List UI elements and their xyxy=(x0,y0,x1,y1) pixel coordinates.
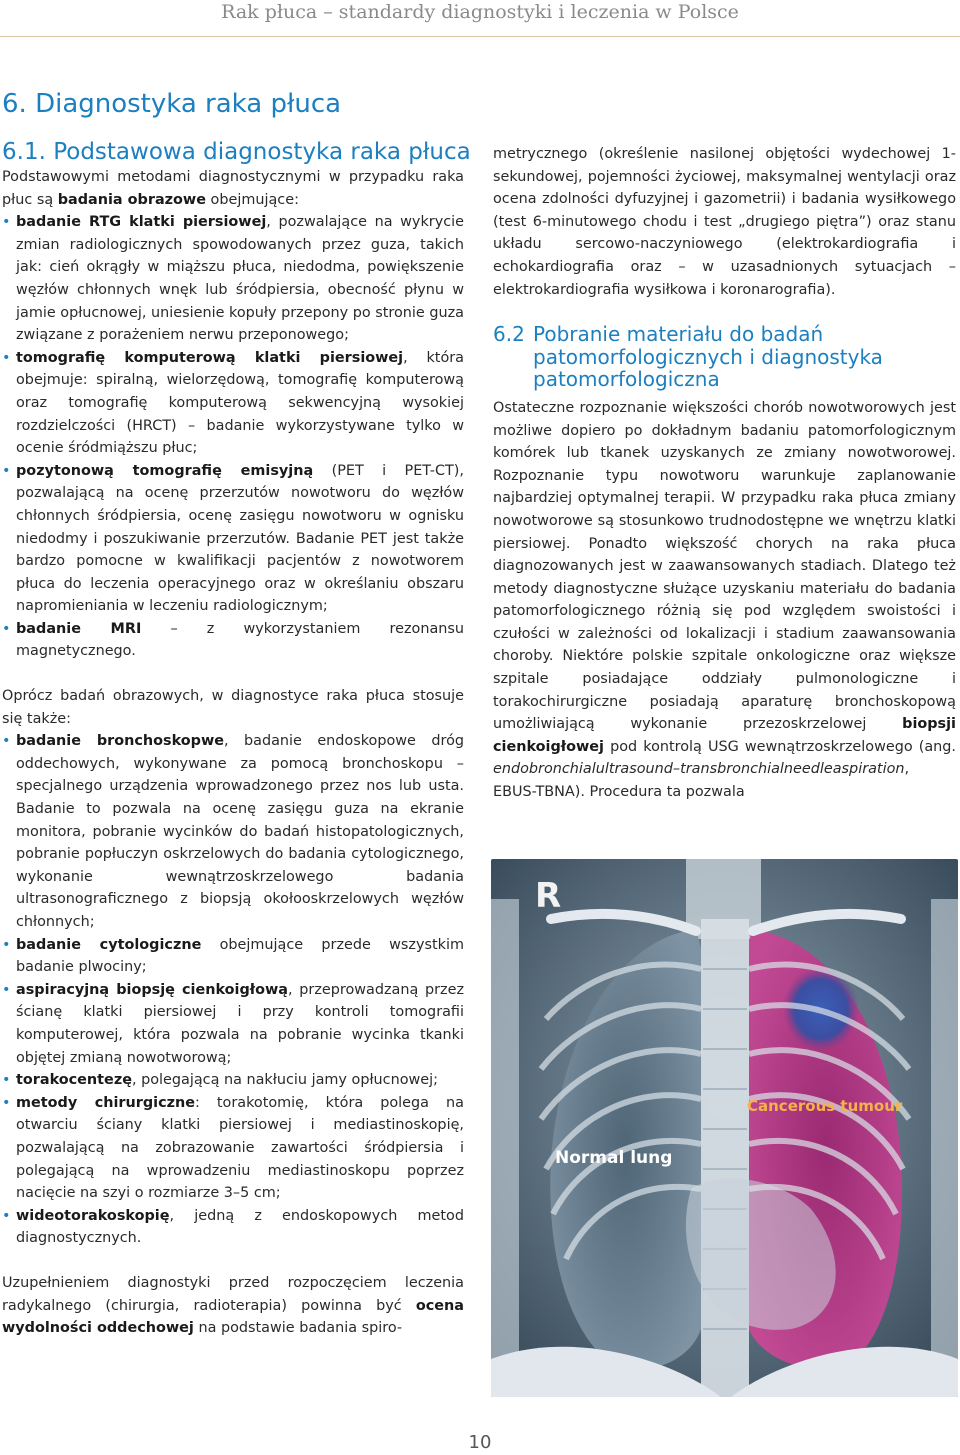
list-item: • wideotorakoskopię, jedną z endoskopowych metod diagnostycznych. xyxy=(2,1205,464,1250)
side-marker-label: R xyxy=(535,876,562,916)
left-column xyxy=(2,166,464,1340)
chest-xray-image xyxy=(491,859,958,1397)
list-item: • metody chirurgiczne: torakotomię, która polega na otwarciu ściany klatki piersiowej i mediastinoskopię, pozwalającą na zobrazowanie zawartości śródpiersia i polegającą na wprowadzeniu mediastinoskopu poprzez nacięcie na szyi o rozmiarze 3–5 cm; xyxy=(2,1092,464,1205)
list-item: • torakocentezę, polegającą na nakłuciu jamy opłucnowej; xyxy=(2,1069,464,1092)
closing-paragraph: Uzupełnieniem diagnostyki przed rozpoczęciem leczenia radykalnego (chirurgia, radioterapia) powinna być ocena wydolności oddechowej na podstawie badania spiro- xyxy=(2,1274,464,1337)
running-header: Rak płuca – standardy diagnostyki i leczenia w Polsce xyxy=(221,1,739,23)
list-item: • aspiracyjną biopsję cienkoigłową, przeprowadzaną przez ścianę klatki piersiowej i przy kontroli tomografii komputerowej, która pozwala na pobranie wycinka tkanki objętej zmianą nowotworową; xyxy=(2,979,464,1069)
other-methods-list xyxy=(2,730,464,1250)
normal-lung-label: Normal lung xyxy=(555,1148,673,1168)
list-item: • tomografię komputerową klatki piersiowej, która obejmuje: spiralną, wielorzędową, tomografię komputerową oraz tomografię komputerową sekwencyjną wysokiej rozdzielczości (HRCT) – badanie wykorzystywane tylko w ocenie śródmiąższu płuc; xyxy=(2,347,464,460)
continued-paragraph: metrycznego (określenie nasilonej objętości wydechowej 1-sekundowej, pojemności życiowej, maksymalnej wentylacji oraz ocena zdolności dyfuzyjnej i gazometrii) i badania wysiłkowego (test 6-minutowego chodu i test „drugiego piętra”) oraz stanu układu sercowo-naczyniowego (elektrokardiografia i echokardiografia oraz – w uzasadnionych sytuacjach – elektrokardiografia wysiłkowa i koronarografia). xyxy=(493,146,956,298)
pathomorphology-paragraph: Ostateczne rozpoznanie większości chorób nowotworowych jest możliwe dopiero po dokładnym badaniu patomorfologicznym komórek lub tkanek uzyskanych ze zmiany nowotworowej. Rozpoznanie typu nowotworu warunkuje zaplanowanie najbardziej optymalnej terapii. W przypadku raka płuca zmiany nowotworowe są stosunkowo trudnodostępne we wnętrzu klatki piersiowej. Ponadto większość chorych na raka płuca diagnozowanych jest w zaawansowanych stadiach. Dlatego też metody diagnostyczne służące uzyskaniu materiału do badania patomorfologicznego różnią się pod względem swoistości i czułości w zależności od lokalizacji i stadium zaawansowania choroby. Niektóre polskie szpitale onkologiczne oraz większe szpitale posiadające oddziały pulmonologiczne i torakochirurgiczne posiadają aparaturę bronchoskopową umożliwiającą wykonanie przezoskrzelowej biopsji cienkoigłowej pod kontrolą USG wewnątrzoskrzelowego (ang. endobronchialultrasound–transbronchialneedleaspiration, EBUS-TBNA). Procedura ta pozwala xyxy=(493,399,956,801)
list-item: • badanie cytologiczne obejmujące przede wszystkim badanie plwociny; xyxy=(2,934,464,979)
section-6-1-title: 6.1. Podstawowa diagnostyka raka płuca xyxy=(2,139,471,165)
list-item: • badanie bronchoskopwe, badanie endoskopowe dróg oddechowych, wykonywane za pomocą bronchoskopu – specjalnego urządzenia wprowadzonego przez nos lub usta. Badanie to pozwala na ocenę zasięgu guza na ekranie monitora, pobranie wycinków do badań histopatologicznych, pobranie popłuczyn oskrzelowych do badania cytologicznego, wykonanie wewnątrzoskrzelowego badania ultrasonograficznego z biopsją okołooskrzelowych węzłów chłonnych; xyxy=(2,730,464,933)
right-column-top xyxy=(493,143,956,804)
imaging-list xyxy=(2,211,464,663)
intro-paragraph: Podstawowymi metodami diagnostycznymi w przypadku raka płuc są badania obrazowe obejmujące: xyxy=(2,169,464,208)
section-6-2-title: 6.2 Pobranie materiału do badań patomorfologicznych i diagnostyka patomorfologiczna xyxy=(493,322,883,392)
tumour-label: Cancerous tumour xyxy=(747,1097,903,1115)
other-methods-intro: Oprócz badań obrazowych, w diagnostyce raka płuca stosuje się także: xyxy=(2,688,464,727)
chapter-title: 6. Diagnostyka raka płuca xyxy=(2,89,342,119)
list-item: • badanie RTG klatki piersiowej, pozwalające na wykrycie zmian radiologicznych spowodowanych przez guza, takich jak: cień okrągły w miąższu płuca, niedodma, powiększenie węzłów chłonnych wnęk lub śródpiersia, obecność płynu w jamie opłucnowej, uniesienie kopuły przepony po stronie guza związane z porażeniem nerwu przeponowego; xyxy=(2,211,464,347)
header-rule xyxy=(0,36,960,37)
page-number: 10 xyxy=(468,1432,492,1453)
list-item: • pozytonową tomografię emisyjną (PET i PET-CT), pozwalającą na ocenę przerzutów nowotworu do węzłów chłonnych śródpiersia, ocenę zasięgu nowotworu w ognisku niedodmy i poszukiwanie przerzutów. Badanie PET jest także bardzo pomocne w kwalifikacji pacjentów z nowotworem płuca do leczenia operacyjnego oraz w określaniu obszaru napromieniania w leczeniu radiologicznym; xyxy=(2,460,464,618)
list-item: • badanie MRI – z wykorzystaniem rezonansu magnetycznego. xyxy=(2,618,464,663)
